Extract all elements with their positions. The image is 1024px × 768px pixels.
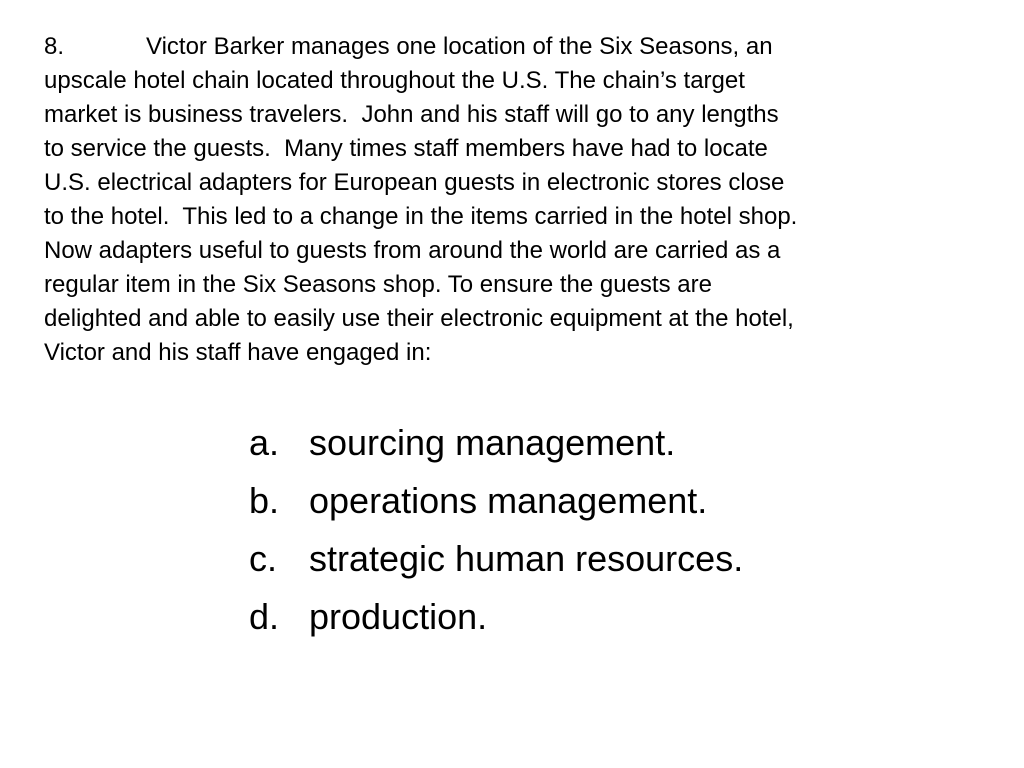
question-block (44, 30, 994, 370)
question-line-7: Now adapters useful to guests from around the world are carried as a (44, 237, 781, 264)
question-line-4: to service the guests. Many times staff members have had to locate (44, 135, 768, 162)
option-text: sourcing management. (309, 422, 676, 463)
option-d (249, 588, 969, 646)
question-line-2: upscale hotel chain located throughout the U.S. The chain’s target (44, 67, 745, 94)
option-letter: b. (249, 480, 280, 521)
question-line-9: delighted and able to easily use their electronic equipment at the hotel, (44, 305, 794, 332)
option-letter: c. (249, 538, 278, 579)
question-line-1 (44, 30, 994, 64)
question-line-6: to the hotel. This led to a change in the items carried in the hotel shop. (44, 203, 798, 230)
option-text: production. (309, 596, 488, 637)
question-line-3: market is business travelers. John and his staff will go to any lengths (44, 101, 779, 128)
question-text-line: Victor Barker manages one location of the Six Seasons, an (146, 33, 773, 60)
question-line-5: U.S. electrical adapters for European guests in electronic stores close (44, 169, 785, 196)
option-letter: a. (249, 422, 280, 463)
option-b (249, 472, 969, 530)
question-number: 8. (44, 33, 65, 60)
option-a (249, 414, 969, 472)
question-line-8: regular item in the Six Seasons shop. To ensure the guests are (44, 271, 712, 298)
option-text: operations management. (309, 480, 708, 521)
option-letter: d. (249, 596, 280, 637)
option-c (249, 530, 969, 588)
question-line-10: Victor and his staff have engaged in: (44, 339, 432, 366)
option-text: strategic human resources. (309, 538, 744, 579)
answer-options (249, 414, 969, 646)
